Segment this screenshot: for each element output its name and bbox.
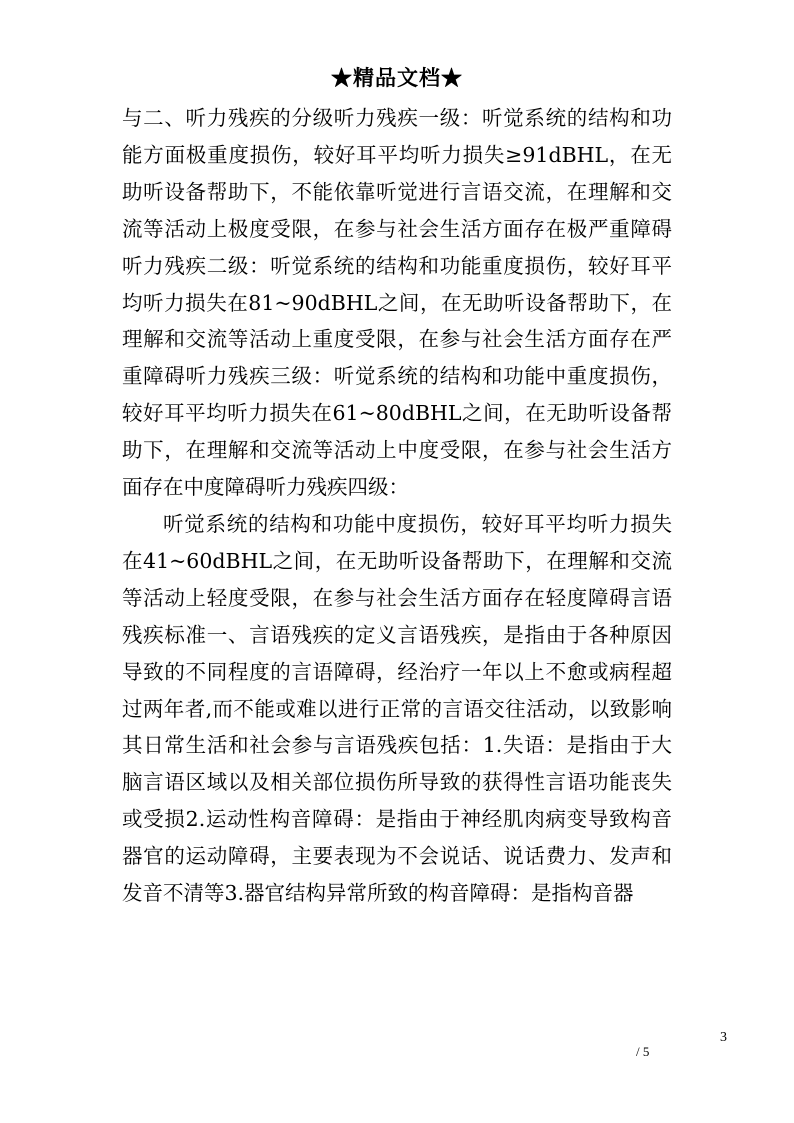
- document-body: [122, 100, 672, 912]
- page-total: / 5: [636, 1044, 650, 1059]
- paragraph-hearing-disability-grades: 与二、听力残疾的分级听力残疾一级：听觉系统的结构和功能方面极重度损伤，较好耳平均听力损失≥91dBHL，在无助听设备帮助下，不能依靠听觉进行言语交流，在理解和交流等活动上极度受限，在参与社会生活方面存在极严重障碍听力残疾二级：听觉系统的结构和功能重度损伤，较好耳平均听力损失在81~90dBHL之间，在无助听设备帮助下，在理解和交流等活动上重度受限，在参与社会生活方面存在严重障碍听力残疾三级：听觉系统的结构和功能中重度损伤，较好耳平均听力损失在61~80dBHL之间，在无助听设备帮助下，在理解和交流等活动上中度受限，在参与社会生活方面存在中度障碍听力残疾四级：: [122, 106, 672, 500]
- paragraph-speech-disability: 听觉系统的结构和功能中度损伤，较好耳平均听力损失在41~60dBHL之间，在无助听设备帮助下，在理解和交流等活动上轻度受限，在参与社会生活方面存在轻度障碍言语残疾标准一、言语残疾的定义言语残疾，是指由于各种原因导致的不同程度的言语障碍，经治疗一年以上不愈或病程超过两年者,而不能或难以进行正常的言语交往活动，以致影响其日常生活和社会参与言语残疾包括：1.失语：是指由于大脑言语区域以及相关部位损伤所导致的获得性言语功能丧失或受损2.运动性构音障碍：是指由于神经肌肉病变导致构音器官的运动障碍，主要表现为不会说话、说话费力、发声和发音不清等3.器官结构异常所致的构音障碍：是指构音器: [122, 511, 672, 906]
- page-number: 3: [720, 1030, 727, 1045]
- page-header-title: ★精品文档★: [331, 65, 463, 90]
